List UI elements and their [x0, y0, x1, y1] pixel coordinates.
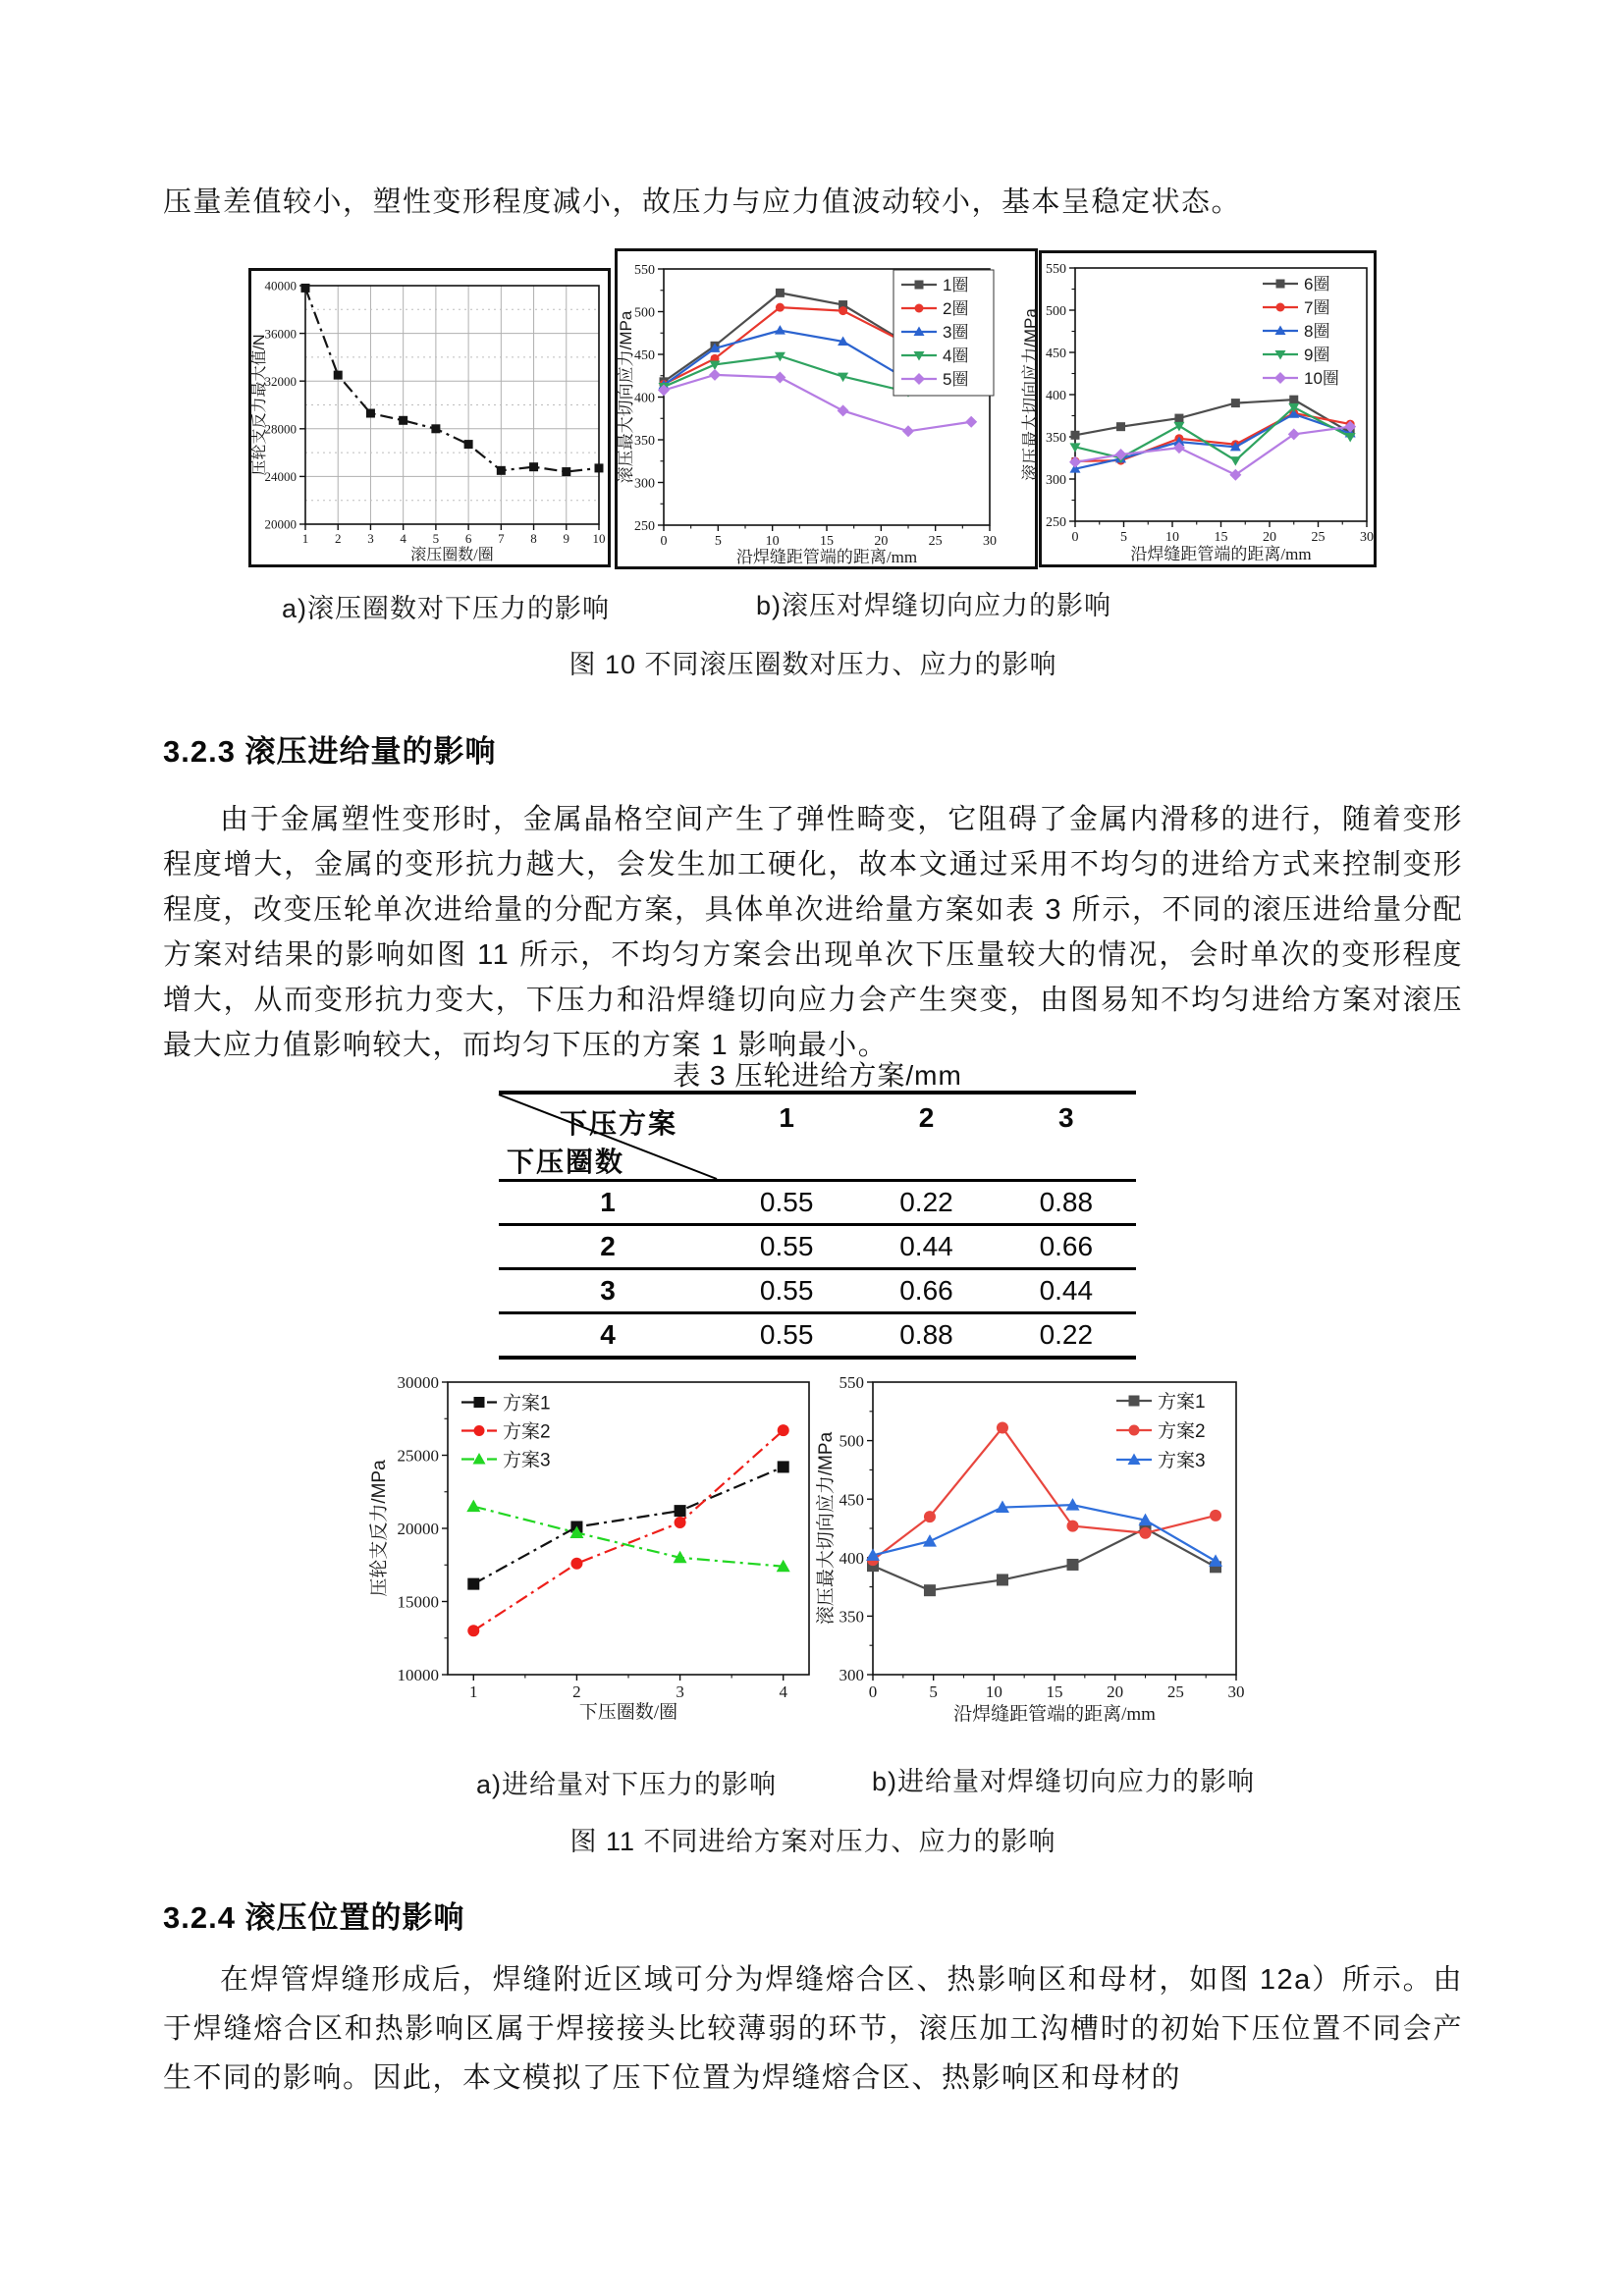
svg-text:20000: 20000: [397, 1520, 439, 1539]
svg-text:8: 8: [530, 531, 537, 546]
svg-text:6: 6: [464, 531, 472, 546]
svg-text:沿焊缝距管端的距离/mm: 沿焊缝距管端的距离/mm: [953, 1704, 1156, 1725]
svg-text:10000: 10000: [397, 1666, 439, 1685]
fig10-chart-b1-box: [615, 248, 1038, 569]
svg-text:滚压最大切向应力/MPa: 滚压最大切向应力/MPa: [1021, 308, 1040, 481]
svg-text:250: 250: [1046, 515, 1066, 531]
svg-text:3: 3: [676, 1682, 684, 1701]
svg-text:36000: 36000: [264, 326, 297, 342]
svg-text:10: 10: [592, 531, 606, 546]
svg-text:9: 9: [563, 531, 570, 546]
svg-text:500: 500: [839, 1431, 864, 1451]
table-row-label: 1: [600, 1187, 616, 1217]
fig10-caption: 图 10 不同滚压圈数对压力、应力的影响: [568, 650, 1057, 679]
table-cell: 0.44: [899, 1231, 953, 1261]
svg-text:8圈: 8圈: [1304, 322, 1330, 342]
svg-text:20000: 20000: [264, 516, 297, 532]
svg-text:5圈: 5圈: [943, 370, 969, 390]
svg-text:30000: 30000: [397, 1373, 439, 1393]
svg-text:400: 400: [1046, 389, 1066, 404]
svg-text:5: 5: [1120, 530, 1127, 545]
svg-text:30: 30: [983, 534, 997, 549]
table-cell: 0.66: [899, 1275, 953, 1306]
svg-text:10: 10: [1165, 530, 1179, 545]
table-cell: 0.22: [1039, 1319, 1094, 1350]
table-cell: 0.88: [899, 1319, 953, 1350]
fig11-subcaption-a: a)进给量对下压力的影响: [476, 1770, 778, 1799]
svg-text:滚压最大切向应力/MPa: 滚压最大切向应力/MPa: [617, 310, 635, 484]
table-cell: 0.88: [1039, 1187, 1094, 1217]
svg-text:30: 30: [1227, 1682, 1245, 1701]
svg-text:400: 400: [839, 1548, 864, 1568]
svg-text:方案1: 方案1: [503, 1393, 551, 1415]
svg-text:450: 450: [839, 1490, 864, 1510]
table-row-label: 4: [600, 1319, 616, 1350]
svg-text:6圈: 6圈: [1304, 275, 1330, 294]
svg-text:25: 25: [1311, 530, 1326, 545]
svg-text:25: 25: [928, 534, 943, 549]
table-cell: 0.44: [1039, 1275, 1094, 1306]
table-row-label: 3: [600, 1275, 616, 1306]
fig10-chart-b1-tangential-stress-passes-1-5: [618, 251, 1035, 566]
table-row: [499, 1314, 1136, 1356]
svg-text:5: 5: [714, 534, 722, 549]
svg-text:1: 1: [301, 531, 309, 546]
table-cell: 0.55: [759, 1231, 814, 1261]
svg-text:方案2: 方案2: [503, 1421, 551, 1443]
table3-body: [499, 1182, 1136, 1356]
svg-text:350: 350: [839, 1607, 864, 1627]
table3-column-header: 2: [918, 1102, 935, 1133]
svg-text:1: 1: [469, 1682, 478, 1701]
svg-text:15: 15: [1046, 1682, 1063, 1701]
svg-text:550: 550: [634, 263, 655, 279]
svg-text:550: 550: [1046, 262, 1066, 278]
svg-text:32000: 32000: [264, 373, 297, 389]
svg-text:5: 5: [432, 531, 440, 546]
fig11-chart-a-box: [365, 1372, 835, 1750]
fig11-subcaption-b: b)进给量对焊缝切向应力的影响: [872, 1767, 1256, 1796]
svg-text:300: 300: [634, 476, 655, 492]
table3-diag-label-scheme: 下压方案: [560, 1108, 678, 1139]
svg-text:方案1: 方案1: [1158, 1391, 1206, 1413]
section-324-heading: 3.2.4 滚压位置的影响: [163, 1900, 465, 1935]
svg-text:250: 250: [634, 519, 655, 535]
svg-text:9圈: 9圈: [1304, 346, 1330, 365]
table-cell: 0.55: [759, 1187, 814, 1217]
svg-text:450: 450: [1046, 347, 1066, 362]
svg-text:下压圈数/圈: 下压圈数/圈: [578, 1702, 678, 1723]
svg-text:4: 4: [779, 1682, 787, 1701]
svg-text:400: 400: [634, 391, 655, 406]
section-324-paragraph: 在焊管焊缝形成后，焊缝附近区域可分为焊缝熔合区、热影响区和母材，如图 12a）所示。由于焊缝熔合区和热影响区属于焊接接头比较薄弱的环节，滚压加工沟槽时的初始下压位置不同会产生不同的影响。因此，本文模拟了压下位置为焊缝熔合区、热影响区和母材的: [163, 1964, 1463, 2094]
svg-text:500: 500: [1046, 304, 1066, 320]
table-row-label: 2: [600, 1231, 616, 1261]
table3-column-header: 1: [779, 1102, 794, 1133]
svg-text:20: 20: [874, 534, 889, 549]
svg-text:1圈: 1圈: [943, 276, 969, 295]
svg-text:7: 7: [498, 531, 505, 546]
svg-text:10圈: 10圈: [1304, 369, 1339, 389]
table3-title: 表 3 压轮进给方案/mm: [673, 1060, 962, 1091]
fig10-chart-b2-tangential-stress-passes-6-10: [1021, 253, 1374, 564]
table-cell: 0.55: [759, 1275, 814, 1306]
svg-text:沿焊缝距管端的距离/mm: 沿焊缝距管端的距离/mm: [1130, 545, 1312, 563]
svg-text:7圈: 7圈: [1304, 298, 1330, 318]
svg-text:20: 20: [1107, 1682, 1124, 1701]
fig10-chart-a-roll-passes-vs-force: [251, 271, 608, 564]
section-323-paragraph: 由于金属塑性变形时，金属晶格空间产生了弹性畸变，它阻碍了金属内滑移的进行，随着变形程度增大，金属的变形抗力越大，会发生加工硬化，故本文通过采用不均匀的进给方式来控制变形程度，改变压轮单次进给量的分配方案，具体单次进给量方案如表 3 所示，不同的滚压进给量分配方案对结果的影响如图 11 所示，不均匀方案会出现单次下压量较大的情况，会时单次的变形程度增大，从而变形抗力变大，下压力和沿焊缝切向应力会产生突变，由图易知不均匀进给方案对滚压最大应力值影响较大，而均匀下压的方案 1 影响最小。: [163, 804, 1463, 1061]
svg-text:方案3: 方案3: [1158, 1450, 1206, 1471]
fig10-subcaption-b: b)滚压对焊缝切向应力的影响: [756, 591, 1112, 620]
svg-text:4: 4: [400, 531, 406, 546]
svg-text:5: 5: [929, 1682, 938, 1701]
section-323-heading: 3.2.3 滚压进给量的影响: [163, 734, 497, 769]
svg-text:10: 10: [765, 534, 780, 549]
svg-text:30: 30: [1360, 530, 1374, 545]
svg-text:40000: 40000: [264, 278, 297, 294]
svg-text:滚压圈数/圈: 滚压圈数/圈: [410, 547, 494, 563]
svg-text:20: 20: [1263, 530, 1276, 545]
table-cell: 0.22: [899, 1187, 953, 1217]
fig11-chart-b-feed-vs-tangential-stress: [818, 1370, 1270, 1753]
svg-text:3: 3: [367, 531, 374, 546]
fig11-chart-b-box: [818, 1370, 1270, 1753]
table-cell: 0.55: [759, 1319, 814, 1350]
table-row: [499, 1270, 1136, 1314]
svg-text:滚压最大切向应力/MPa: 滚压最大切向应力/MPa: [816, 1431, 837, 1626]
svg-text:方案2: 方案2: [1158, 1420, 1206, 1442]
svg-text:4圈: 4圈: [943, 347, 969, 366]
fig10-chart-a-box: [248, 268, 611, 567]
svg-text:15: 15: [820, 534, 834, 549]
fig11-caption: 图 11 不同进给方案对压力、应力的影响: [569, 1827, 1056, 1856]
svg-text:25: 25: [1166, 1682, 1184, 1701]
svg-text:550: 550: [839, 1373, 864, 1393]
svg-text:2圈: 2圈: [943, 299, 969, 319]
table-cell: 0.66: [1039, 1231, 1094, 1261]
svg-text:方案3: 方案3: [503, 1450, 551, 1471]
fig11-chart-a-feed-vs-force: [365, 1372, 835, 1750]
svg-text:15000: 15000: [397, 1592, 439, 1612]
svg-text:沿焊缝距管端的距离/mm: 沿焊缝距管端的距离/mm: [735, 548, 918, 566]
fig10-subcaption-a: a)滚压圈数对下压力的影响: [282, 594, 611, 623]
svg-text:25000: 25000: [397, 1446, 439, 1466]
svg-text:压轮支反力最大值/N: 压轮支反力最大值/N: [251, 334, 268, 476]
svg-text:0: 0: [660, 534, 668, 549]
svg-text:15: 15: [1214, 530, 1228, 545]
table3-diagonal-cell: [499, 1095, 717, 1179]
intro-paragraph: 压量差值较小，塑性变形程度减小，故压力与应力值波动较小，基本呈稳定状态。: [163, 187, 1242, 218]
svg-text:350: 350: [634, 434, 655, 450]
svg-text:24000: 24000: [264, 469, 297, 485]
table3-diag-label-pass: 下压圈数: [507, 1147, 625, 1177]
svg-text:500: 500: [634, 305, 655, 321]
feed-scheme-table: [499, 1091, 1136, 1360]
svg-text:0: 0: [868, 1682, 878, 1701]
table-row: [499, 1226, 1136, 1270]
table-row: [499, 1182, 1136, 1226]
svg-text:2: 2: [572, 1682, 581, 1701]
svg-text:350: 350: [1046, 431, 1066, 447]
fig10-chart-b2-box: [1021, 250, 1377, 567]
svg-text:压轮支反力/MPa: 压轮支反力/MPa: [369, 1460, 390, 1597]
table3-header-row: [499, 1095, 1136, 1182]
svg-text:300: 300: [1046, 473, 1066, 489]
svg-text:2: 2: [334, 531, 342, 546]
svg-text:10: 10: [985, 1682, 1002, 1701]
svg-text:0: 0: [1071, 530, 1079, 545]
svg-text:450: 450: [634, 348, 655, 364]
svg-text:28000: 28000: [264, 421, 297, 437]
table3-column-header: 3: [1058, 1102, 1074, 1133]
svg-text:300: 300: [839, 1666, 864, 1685]
svg-text:3圈: 3圈: [943, 323, 969, 343]
